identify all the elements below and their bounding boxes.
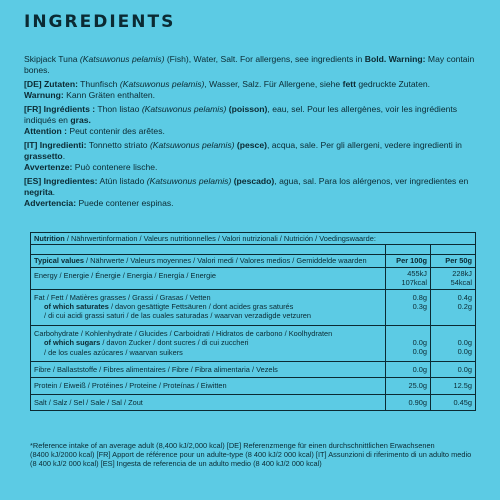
ingredients-en xyxy=(24,54,484,76)
ingredients-en-warning-label: Warning: xyxy=(386,54,426,64)
sugars-per-100g-value: 0.0g xyxy=(412,347,427,357)
protein-label: Protein / Eiweiß / Protéines / Proteine / Proteínas / Eiwitten xyxy=(34,381,227,391)
ingredients-es-warning: Puede contener espinas. xyxy=(76,198,174,208)
ingredients-es-bold-2: negrita xyxy=(24,187,53,197)
ingredients-en-species: (Katsuwonus pelamis) xyxy=(79,54,165,64)
footnote-line-1: *Reference intake of an average adult (8,400 kJ/2,000 kcal) [DE] Referenzmenge für einen durchschnittlichen Erwachsenen xyxy=(30,441,435,450)
ingredients-fr-text: Thon listao xyxy=(95,104,142,114)
energy-per-100g xyxy=(385,268,430,289)
ingredients-es-warning-label: Advertencia: xyxy=(24,198,77,208)
nutrition-gap-col1 xyxy=(385,245,430,254)
ingredients-de xyxy=(24,79,484,101)
sugars-label xyxy=(34,338,382,347)
ingredients-es-text-3: . xyxy=(52,187,56,197)
ingredients-es-bold: (pescado) xyxy=(231,176,275,186)
fat-per-50g-value: 0.4g xyxy=(457,292,472,302)
ingredients-de-label: [DE] Zutaten: xyxy=(24,79,78,89)
nutrition-gap xyxy=(31,245,385,254)
saturates-label-rest: / davon gesättigte Fettsäuren / dont acides gras saturés xyxy=(108,302,294,312)
carbohydrate-per-50g xyxy=(430,326,475,361)
typical-values-row xyxy=(31,254,475,266)
column-header-per-100g xyxy=(385,255,430,266)
sugars-per-50g-value: 0.0g xyxy=(457,347,472,357)
column-header-per-100g-text: Per 100g xyxy=(396,256,427,266)
column-header-per-50g xyxy=(430,255,475,266)
ingredients-fr-species: (Katsuwonus pelamis) xyxy=(141,104,227,114)
ingredients-de-text-3: gedruckte Zutaten. xyxy=(355,79,431,89)
saturates-per-100g-value: 0.3g xyxy=(412,302,427,312)
reference-intake-footnote xyxy=(30,441,476,469)
fibre-per-50g: 0.0g xyxy=(430,362,475,377)
nutrition-gap-row xyxy=(31,244,475,254)
fat-per-100g-value: 0.8g xyxy=(412,292,427,302)
ingredients-fr-bold: (poisson) xyxy=(226,104,268,114)
ingredients-es-label: [ES] Ingredientes: xyxy=(24,176,98,186)
carbohydrate-row xyxy=(31,325,475,361)
ingredients-de-bold: fett xyxy=(342,79,356,89)
fibre-label: Fibre / Ballaststoffe / Fibres alimentaires / Fibre / Fibra alimentaria / Vezels xyxy=(34,365,278,375)
sugars-label-rest-2: / de los cuales azúcares / waarvan suikers xyxy=(44,347,183,357)
fat-label: Fat / Fett / Matières grasses / Grassi / Grasas / Vetten xyxy=(34,292,211,302)
ingredients-fr xyxy=(24,104,484,137)
ingredients-it-bold: (pesce) xyxy=(234,140,267,150)
ingredients-it-label: [IT] Ingredienti: xyxy=(24,140,87,150)
ingredients-it-text: Tonnetto striato xyxy=(86,140,150,150)
ingredients-fr-label: [FR] Ingrédients : xyxy=(24,104,96,114)
protein-per-100g: 25.0g xyxy=(385,378,430,393)
fibre-row xyxy=(31,361,475,377)
carbohydrate-per-100g-value: 0.0g xyxy=(412,337,427,347)
ingredients-it-bold-2: grassetto xyxy=(24,151,63,161)
footnote-line-3: (8 400 kJ/2 000 kcal) [ES] Ingesta de referencia de un adulto medio (8 400 kJ/2 000 kcal) xyxy=(30,459,322,469)
ingredients-de-text-2: , Wasser, Salz. Für Allergene, siehe xyxy=(204,79,343,89)
ingredients-de-warning-label: Warnung: xyxy=(24,90,64,100)
ingredients-de-text: Thunfisch xyxy=(77,79,120,89)
ingredients-de-warning: Kann Gräten enthalten. xyxy=(63,90,156,100)
saturates-label xyxy=(34,302,382,311)
energy-per-100g-kcal: 107kcal xyxy=(401,278,427,288)
energy-per-50g-kcal: 54kcal xyxy=(450,278,472,288)
ingredients-it-text-3: . xyxy=(62,151,66,161)
ingredients-it-warning: Può contenere lische. xyxy=(72,162,158,172)
ingredients-en-bold: Bold. xyxy=(364,54,387,64)
ingredients-es-text-2: , agua, sal. Para los alérgenos, ver ingredientes en xyxy=(274,176,469,186)
saturates-label-rest-2: / di cui acidi grassi saturi / de las cuales saturadas / waarvan verzadigde vetzuren xyxy=(44,311,312,321)
sugars-label-bold: of which sugars xyxy=(44,338,101,348)
nutrition-header-row xyxy=(31,233,475,244)
carbohydrate-label: Carbohydrate / Kohlenhydrate / Glucides / Carboidrati / Hidratos de carbono / Koolhydraten xyxy=(34,328,333,338)
nutrition-header-bold: Nutrition xyxy=(34,234,65,243)
typical-values-bold: Typical values xyxy=(34,256,84,266)
ingredients-text xyxy=(24,54,484,212)
energy-per-100g-kj: 455kJ xyxy=(407,268,427,278)
ingredients-fr-text-2: , eau, sel. Pour les allergènes, voir les ingrédients indiqués en xyxy=(24,104,458,125)
ingredients-es-species: (Katsuwonus pelamis) xyxy=(146,176,232,186)
page-title: INGREDIENTS xyxy=(24,12,176,32)
ingredients-fr-warning: Peut contenir des arêtes. xyxy=(66,126,165,136)
ingredients-en-text: Skipjack Tuna xyxy=(24,54,80,64)
energy-label: Energy / Energie / Énergie / Energia / Energía / Energie xyxy=(34,270,216,280)
fat-row xyxy=(31,289,475,325)
nutrition-header xyxy=(31,233,475,244)
fat-per-50g xyxy=(430,290,475,325)
protein-row xyxy=(31,377,475,393)
energy-per-50g-kj: 228kJ xyxy=(452,268,472,278)
nutrition-header-rest: / Nährwertinformation / Valeurs nutritionnelles / Valori nutrizionali / Nutrición / Voedingswaarde: xyxy=(64,234,376,243)
typical-values-rest: / Nährwerte / Valeurs moyennes / Valori medi / Valores medios / Gemiddelde waarden xyxy=(83,256,367,266)
ingredients-it xyxy=(24,140,484,173)
column-header-per-50g-text: Per 50g xyxy=(445,256,472,266)
footnote-line-2: (8400 kJ/2000 kcal) [FR] Apport de référence pour un adulte-type (8 400 kJ/2 000 kcal) [IT] Assunzioni di riferimento di un adulto medio xyxy=(30,450,472,460)
saturates-label-bold: of which saturates xyxy=(44,302,109,312)
fat-label-cell xyxy=(31,290,385,325)
energy-per-50g xyxy=(430,268,475,289)
salt-per-50g: 0.45g xyxy=(430,395,475,410)
salt-label: Salt / Salz / Sel / Sale / Sal / Zout xyxy=(34,397,143,407)
ingredients-it-text-2: , acqua, sale. Per gli allergeni, vedere ingredienti in xyxy=(266,140,462,150)
salt-per-100g: 0.90g xyxy=(385,395,430,410)
ingredients-it-species: (Katsuwonus pelamis) xyxy=(149,140,235,150)
fibre-per-100g: 0.0g xyxy=(385,362,430,377)
carbohydrate-label-cell xyxy=(31,326,385,361)
protein-per-50g: 12.5g xyxy=(430,378,475,393)
ingredients-it-warning-label: Avvertenze: xyxy=(24,162,73,172)
typical-values-label xyxy=(31,255,385,266)
carbohydrate-per-50g-value: 0.0g xyxy=(457,337,472,347)
ingredients-de-species: (Katsuwonus pelamis) xyxy=(119,79,205,89)
fat-per-100g xyxy=(385,290,430,325)
ingredients-es-text: Atún listado xyxy=(97,176,147,186)
ingredients-en-warning: May contain bones. xyxy=(24,54,475,75)
nutrition-gap-col2 xyxy=(430,245,475,254)
ingredients-en-text-2: (Fish), Water, Salt. For allergens, see ingredients in xyxy=(164,54,365,64)
salt-row xyxy=(31,394,475,410)
ingredients-fr-warning-label: Attention : xyxy=(24,126,67,136)
energy-row xyxy=(31,267,475,289)
saturates-per-50g-value: 0.2g xyxy=(457,302,472,312)
ingredients-fr-bold-2: gras. xyxy=(70,115,91,125)
carbohydrate-per-100g xyxy=(385,326,430,361)
ingredients-es xyxy=(24,176,484,209)
sugars-label-rest: / davon Zucker / dont sucres / di cui zuccheri xyxy=(100,338,249,348)
nutrition-table xyxy=(30,232,476,411)
